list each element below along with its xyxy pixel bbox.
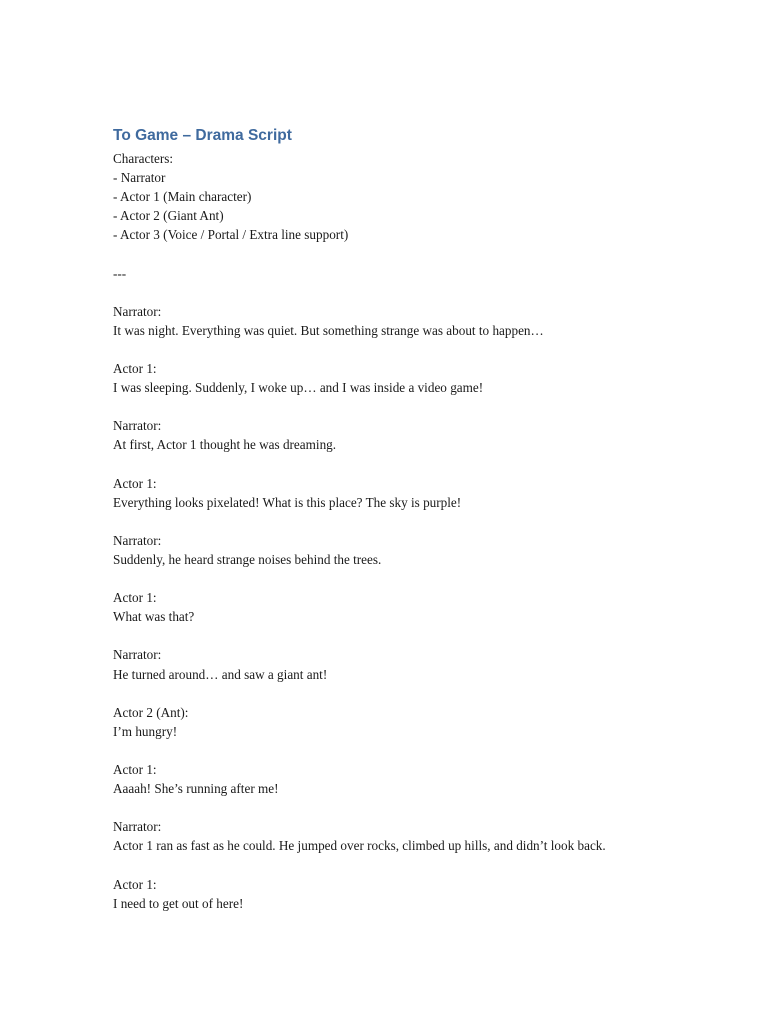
speaker-label: Narrator: (113, 303, 162, 319)
dialogue-line: Suddenly, he heard strange noises behind the trees. (113, 551, 382, 567)
script-entry (113, 531, 733, 569)
speaker-label: Narrator: (113, 647, 162, 663)
speaker-label: Actor 1: (113, 876, 157, 892)
dialogue-line: What was that? (113, 609, 195, 625)
character-item: - Actor 1 (Main character) (113, 189, 252, 205)
dialogue-line: Actor 1 ran as fast as he could. He jumped over rocks, climbed up hills, and didn’t look back. (113, 838, 606, 854)
script-entry (113, 588, 733, 626)
speaker-label: Actor 1: (113, 361, 157, 377)
script-entry (113, 817, 733, 855)
character-item: - Actor 2 (Giant Ant) (113, 208, 224, 224)
script-section (113, 302, 733, 913)
dialogue-line: At first, Actor 1 thought he was dreaming. (113, 437, 337, 453)
dialogue-line: I was sleeping. Suddenly, I woke up… and I was inside a video game! (113, 380, 484, 396)
speaker-label: Narrator: (113, 819, 162, 835)
character-item: - Narrator (113, 170, 166, 186)
characters-heading: Characters: (113, 151, 174, 166)
script-entry (113, 416, 733, 454)
speaker-label: Actor 1: (113, 475, 157, 491)
script-entry (113, 703, 733, 741)
dialogue-line: It was night. Everything was quiet. But something strange was about to happen… (113, 322, 544, 338)
script-entry (113, 760, 733, 798)
dialogue-line: Everything looks pixelated! What is this place? The sky is purple! (113, 494, 462, 510)
section-separator: --- (113, 265, 127, 281)
characters-section (113, 149, 733, 244)
script-entry (113, 359, 733, 397)
script-entry (113, 875, 733, 913)
script-entry (113, 645, 733, 683)
speaker-label: Actor 1: (113, 762, 157, 777)
speaker-label: Narrator: (113, 532, 162, 548)
dialogue-line: I need to get out of here! (113, 895, 244, 911)
speaker-label: Actor 1: (113, 590, 157, 606)
dialogue-line: I’m hungry! (113, 723, 178, 739)
document-title: To Game – Drama Script (113, 127, 292, 144)
dialogue-line: Aaaah! She’s running after me! (113, 781, 279, 797)
script-entry (113, 302, 733, 340)
character-item: - Actor 3 (Voice / Portal / Extra line support) (113, 227, 349, 243)
speaker-label: Actor 2 (Ant): (113, 704, 189, 720)
dialogue-line: He turned around… and saw a giant ant! (113, 666, 328, 682)
speaker-label: Narrator: (113, 418, 162, 434)
document-page (113, 126, 733, 913)
script-entry (113, 474, 733, 512)
